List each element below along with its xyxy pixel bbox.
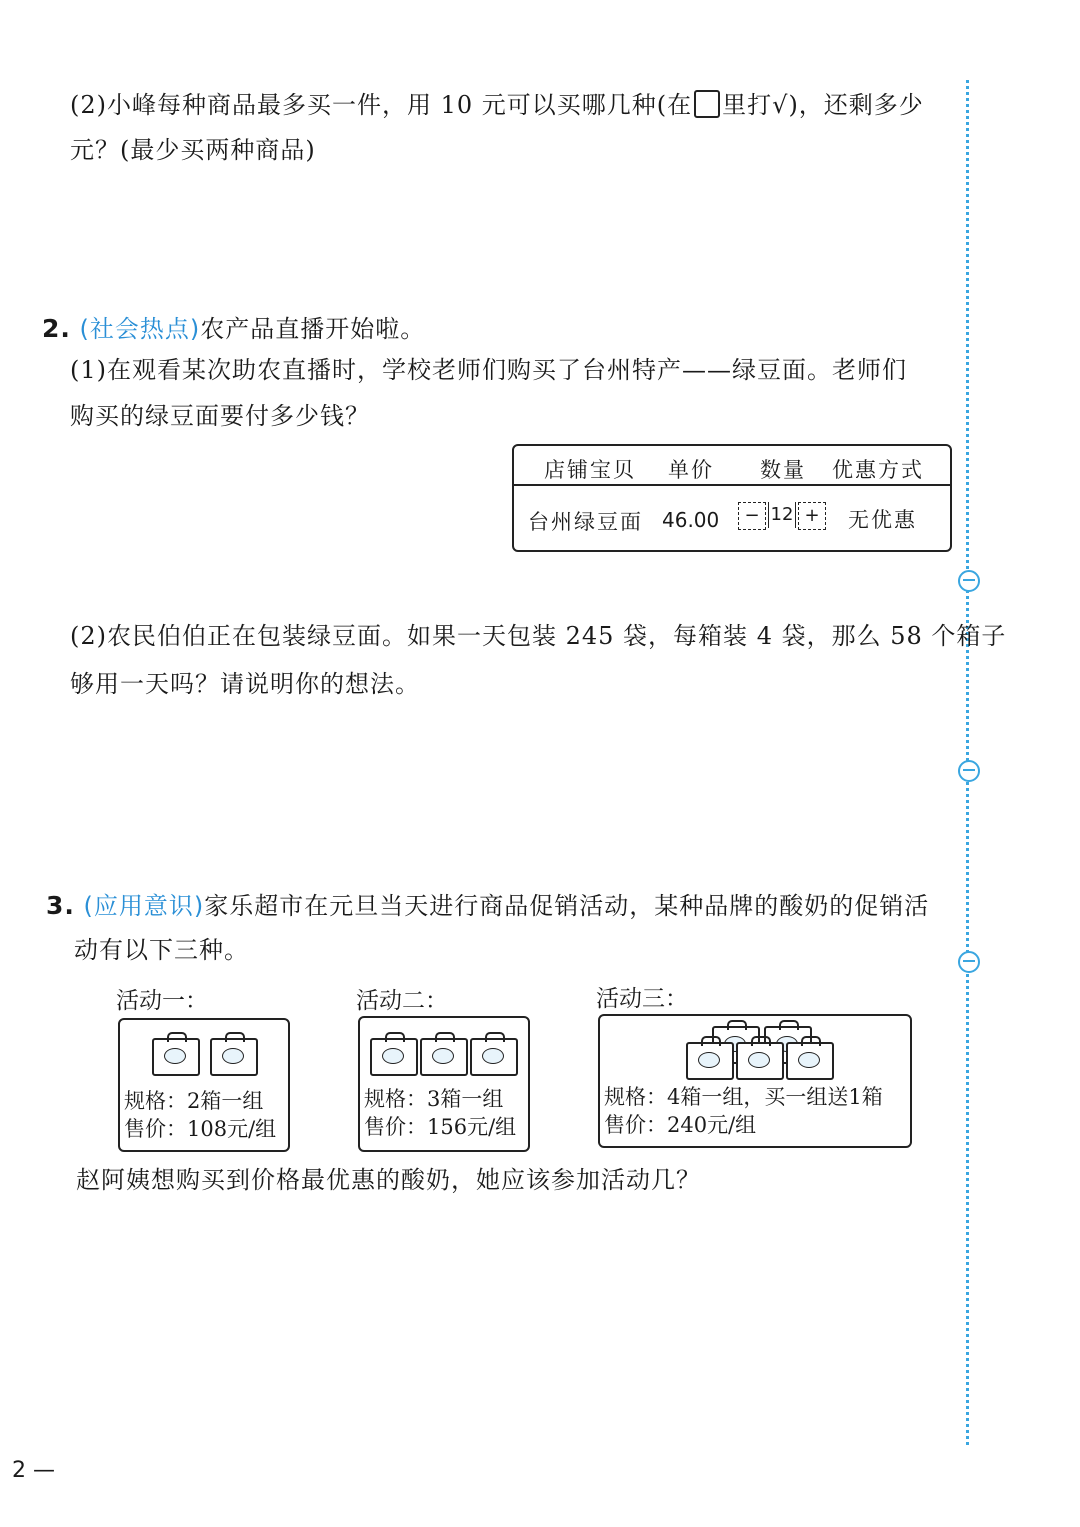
yogurt-box-icon (152, 1038, 200, 1076)
q2-part1-line1: (1)在观看某次助农直播时，学校老师们购买了台州特产——绿豆面。老师们 (70, 356, 907, 384)
q1-part2-text-a: (2)小峰每种商品最多买一件，用 10 元可以买哪几种(在 (70, 91, 693, 119)
header-price: 单价 (668, 458, 714, 482)
yogurt-box-icon (210, 1038, 258, 1076)
product-table-header (514, 446, 950, 486)
header-discount: 优惠方式 (832, 458, 924, 482)
q1-part2-text-b: 里打√)，还剩多少 (722, 91, 924, 119)
q3-heading (46, 893, 929, 918)
q3-question: 赵阿姨想购买到价格最优惠的酸奶，她应该参加活动几？ (76, 1166, 701, 1194)
minus-button[interactable]: − (738, 502, 766, 530)
q2-number: 2. (42, 314, 71, 343)
q3-intro-line2: 动有以下三种。 (74, 936, 249, 964)
activity-3-box (598, 1014, 912, 1148)
activity-2-price: 售价：156元/组 (364, 1115, 517, 1139)
margin-marker-icon (958, 760, 980, 782)
q2-tag: (社会热点) (79, 315, 201, 343)
activity-1-label: 活动一： (116, 988, 208, 1014)
activity-2-label: 活动二： (356, 988, 448, 1014)
q2-intro: 农产品直播开始啦。 (200, 315, 426, 343)
header-quantity: 数量 (760, 458, 806, 482)
q3-intro-line1: 家乐超市在元旦当天进行商品促销活动，某种品牌的酸奶的促销活 (204, 892, 930, 920)
quantity-value[interactable]: 12 (768, 502, 796, 528)
plus-button[interactable]: + (798, 502, 826, 530)
q1-part2-line1 (70, 90, 924, 118)
activity-2-spec: 规格：3箱一组 (364, 1087, 504, 1111)
item-discount: 无优惠 (848, 508, 917, 532)
yogurt-box-icon (370, 1038, 418, 1076)
activity-3-spec: 规格：4箱一组，买一组送1箱 (604, 1085, 883, 1109)
item-price: 46.00 (662, 508, 720, 532)
yogurt-box-icon (470, 1038, 518, 1076)
q2-part2-line1: (2)农民伯伯正在包装绿豆面。如果一天包装 245 袋，每箱装 4 袋，那么 58 个箱子 (70, 622, 1007, 650)
q1-part2-line2: 元？(最少买两种商品) (70, 136, 316, 164)
q3-number: 3. (46, 891, 75, 920)
activity-3-price: 售价：240元/组 (604, 1113, 757, 1137)
activity-1-box (118, 1018, 290, 1152)
yogurt-box-icon (786, 1042, 834, 1080)
activity-2-box (358, 1016, 530, 1152)
activity-3-label: 活动三： (596, 986, 688, 1012)
activity-1-price: 售价：108元/组 (124, 1117, 277, 1141)
checkbox-square-icon (694, 90, 720, 118)
q3-tag: (应用意识) (83, 892, 205, 920)
header-item: 店铺宝贝 (544, 458, 636, 482)
yogurt-box-icon (686, 1042, 734, 1080)
quantity-stepper[interactable] (738, 502, 826, 530)
yogurt-box-icon (736, 1042, 784, 1080)
q2-part2-line2: 够用一天吗？请说明你的想法。 (70, 670, 420, 698)
page-number: 2 — (12, 1458, 55, 1483)
q2-part1-line2: 购买的绿豆面要付多少钱？ (70, 402, 370, 430)
q2-heading (42, 316, 425, 341)
activity-1-spec: 规格：2箱一组 (124, 1089, 264, 1113)
margin-marker-icon (958, 570, 980, 592)
yogurt-box-icon (420, 1038, 468, 1076)
margin-marker-icon (958, 951, 980, 973)
product-table (512, 444, 952, 552)
item-name: 台州绿豆面 (528, 510, 643, 534)
